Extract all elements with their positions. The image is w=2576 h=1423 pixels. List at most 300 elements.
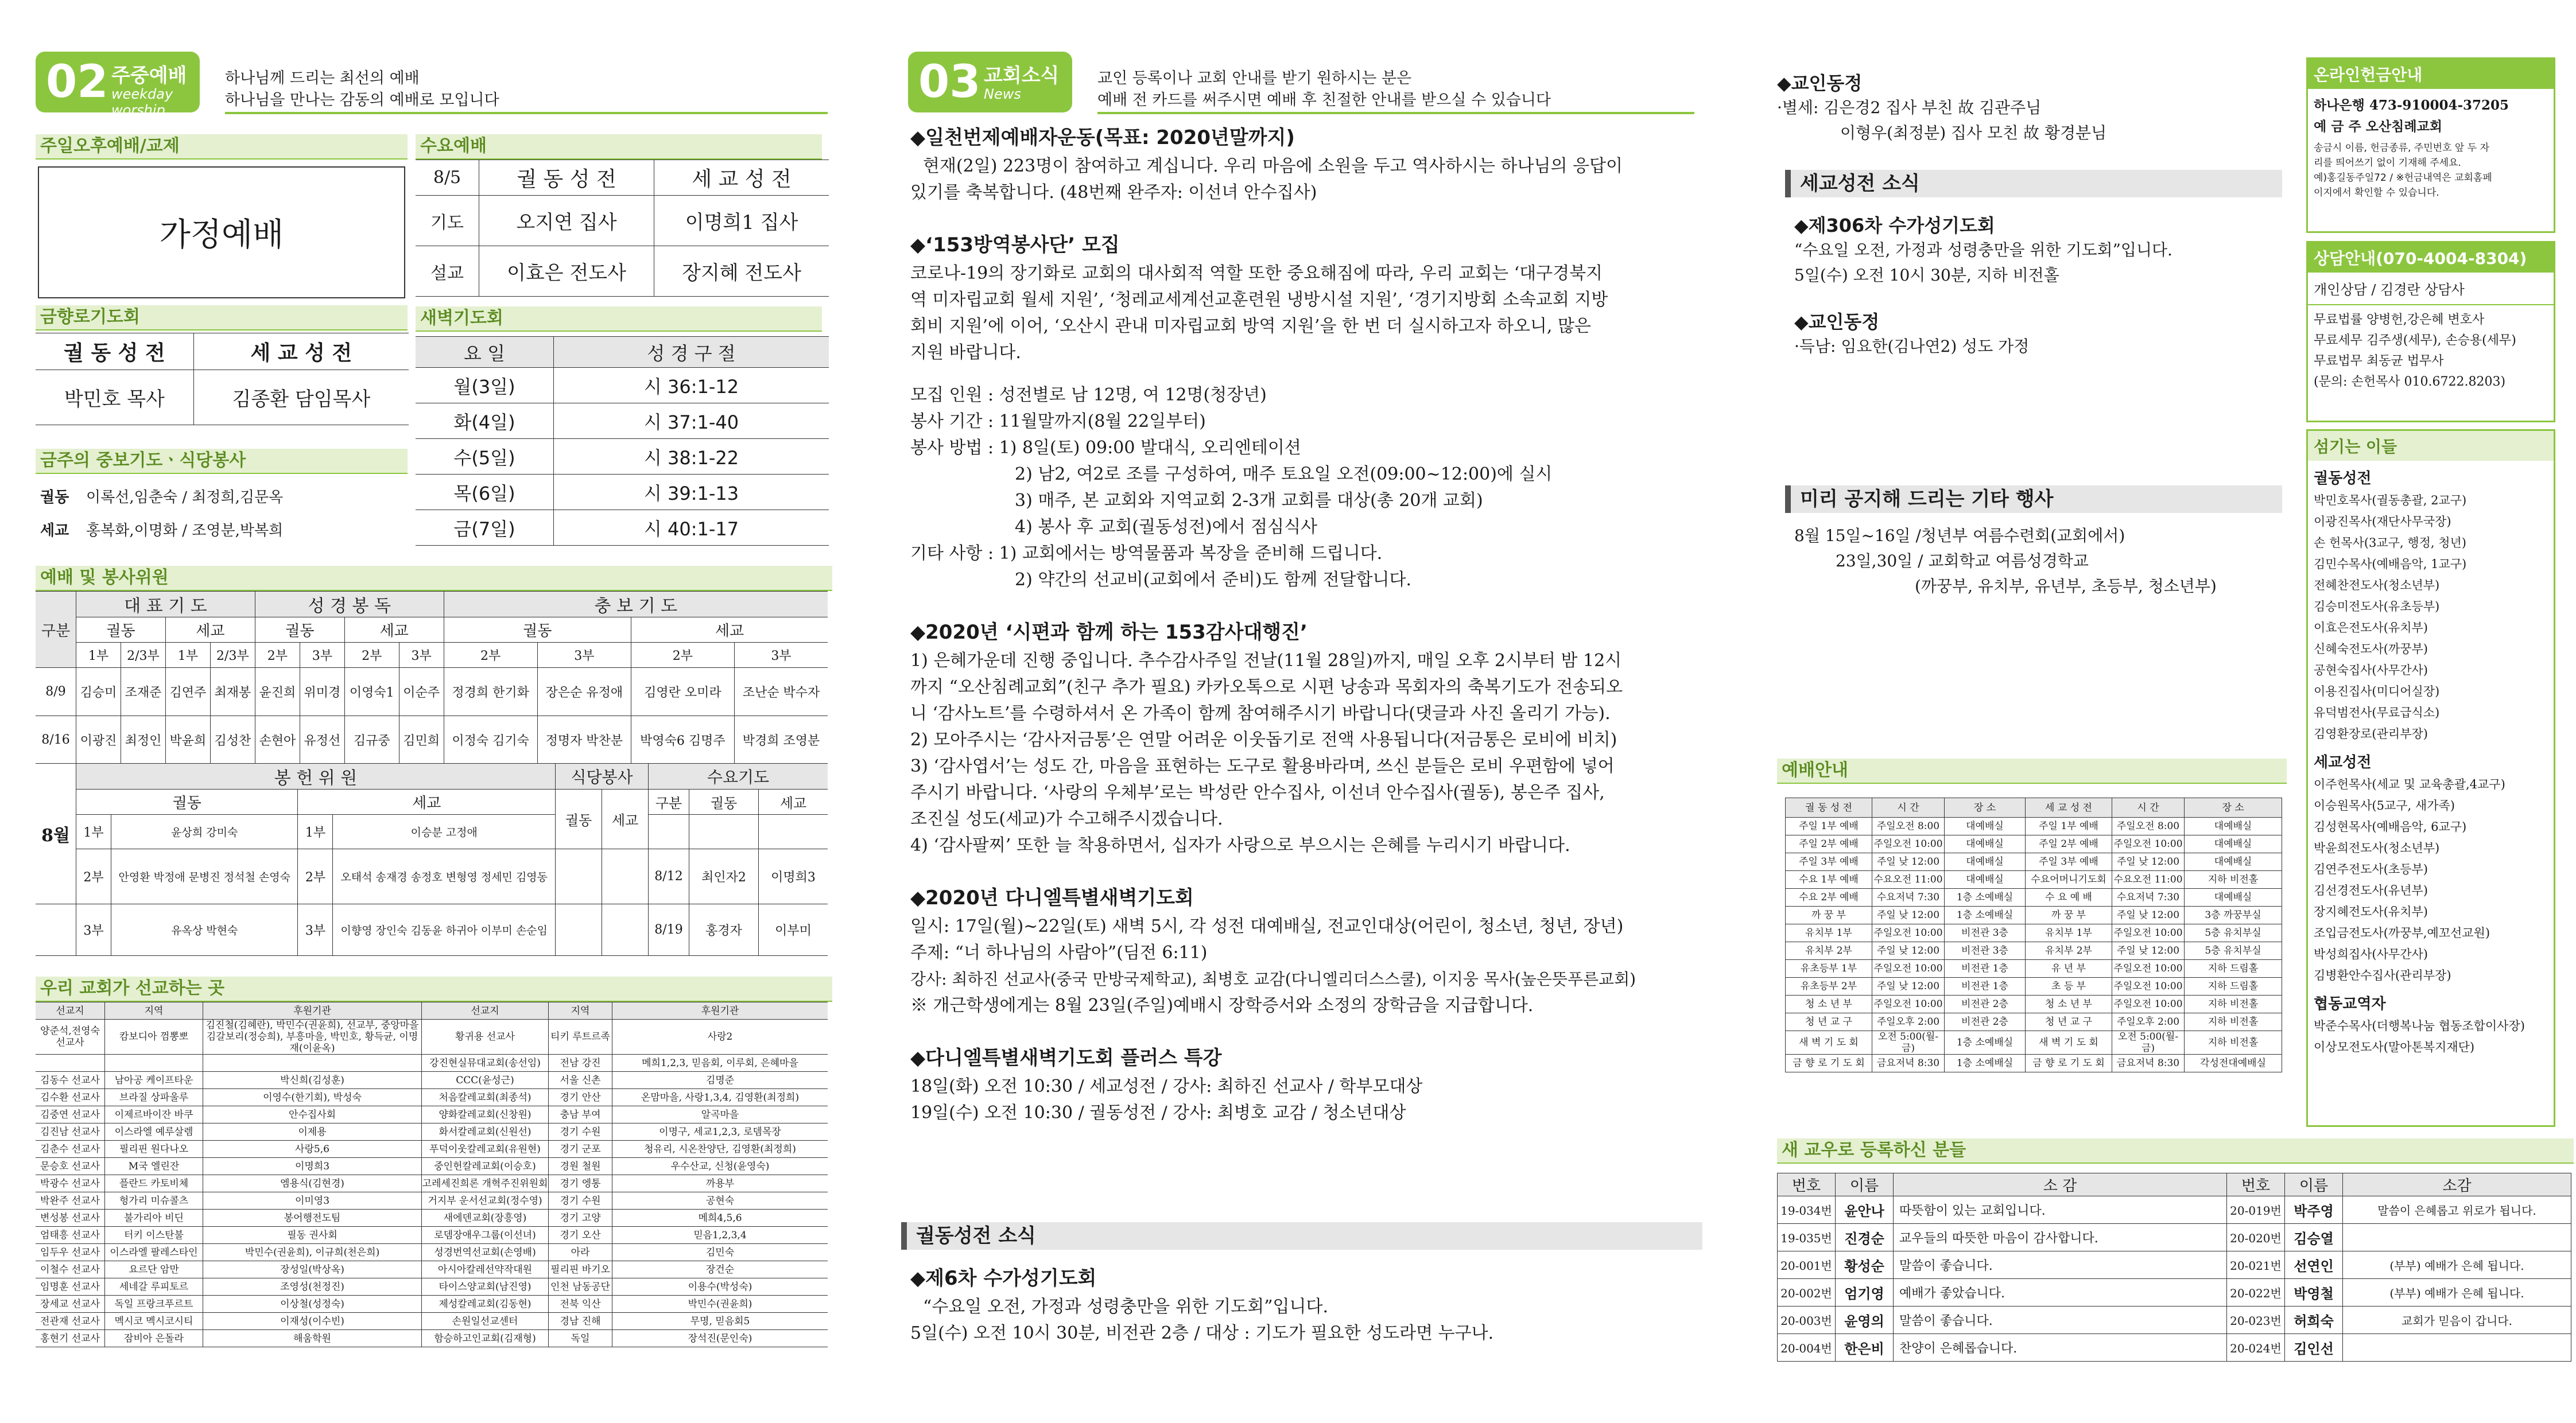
offering-part: 2부 <box>76 849 111 904</box>
table-cell: 박주영 <box>2285 1196 2343 1224</box>
table-cell: 수요어머니기도회 <box>2026 871 2112 889</box>
table-cell: 주일오전 10:00 <box>1872 996 1945 1013</box>
table-cell: 손원일선교센터 <box>422 1313 549 1330</box>
table-cell: 각성전대예배실 <box>2185 1055 2282 1072</box>
intro-line: 교인 등록이나 교회 안내를 받기 원하시는 분은 <box>1097 69 1412 87</box>
table-cell: 20-003번 <box>1778 1307 1836 1334</box>
worship-guide-body <box>1786 818 2282 1072</box>
table-cell: 아라 <box>549 1244 612 1261</box>
para-line: 역 미자립교회 월세 지원’, ‘청레교세계선교훈련원 냉방시설 지원’, ‘경기지방회 소속교회 지방 <box>910 290 1608 310</box>
table-cell: 이스라엘 예루살렘 <box>105 1123 203 1141</box>
sekyo-news <box>1794 211 2288 359</box>
dawn-col: 성 경 구 절 <box>554 337 829 368</box>
staff-item: 김승미전도사(유초등부) <box>2314 600 2440 613</box>
table-cell: 유 년 부 <box>2026 960 2112 978</box>
table-cell: 지하 비전홀 <box>2185 1031 2282 1055</box>
badge-title: 주중예배 <box>111 64 187 87</box>
table-row <box>1786 942 2282 960</box>
table-cell: 비전관 1층 <box>1945 978 2026 996</box>
section-heading: ◆다니엘특별새벽기도회 플러스 특강 <box>910 1047 1222 1070</box>
table-cell: CCC(윤성근) <box>422 1072 549 1089</box>
staff-group: 궐동성전 <box>2314 470 2372 487</box>
table-cell: 메희1,2,3, 믿음회, 이루회, 은혜마을 <box>612 1055 828 1072</box>
staff-item: 공현숙집사(사무간사) <box>2314 663 2428 677</box>
para-line: 1) 은혜가운데 진행 중입니다. 추수감사주일 전날(11월 28일)까지, 매일 오후 2시부터 밤 12시 <box>910 651 1622 671</box>
offering-y: 이부미 <box>759 904 828 956</box>
table-cell: 필동 권사회 <box>203 1227 422 1244</box>
wed-col: 궐 동 성 전 <box>479 160 654 196</box>
table-cell <box>105 1055 203 1072</box>
offering-blank <box>36 904 76 956</box>
table-cell: 박민수(권윤희), 이규희(천은희) <box>203 1244 422 1261</box>
staff-item: 장지혜전도사(유치부) <box>2314 905 2428 919</box>
table-cell: 경원 철원 <box>549 1158 612 1175</box>
service-sub: 세교 <box>344 617 444 643</box>
newcomers-body <box>1778 1196 2571 1362</box>
table-row <box>36 1055 828 1072</box>
table-cell: 사랑2 <box>612 1020 828 1055</box>
staff-group: 협동교역자 <box>2314 996 2386 1013</box>
table-cell: 김진철(김혜란), 박민수(권윤희), 선교부, 중앙마을 김갈보리(정승희), 부흥마을, 박민호, 황득균, 이명재(이윤옥) <box>203 1020 422 1055</box>
table-row <box>36 1072 828 1089</box>
intro-line: 예배 전 카드를 써주시면 예배 후 친절한 안내를 받으실 수 있습니다 <box>1097 91 1551 109</box>
table-cell: 유치부 1부 <box>1786 924 1872 942</box>
staff-item: 이상모전도사(말아톤복지재단) <box>2314 1040 2475 1054</box>
table-cell: 경기 군포 <box>549 1141 612 1158</box>
table-cell: 청 년 교 구 <box>1786 1013 1872 1031</box>
table-cell: 김명준 <box>612 1072 828 1089</box>
wed-label: 설교 <box>416 246 479 297</box>
service-part: 3부 <box>300 643 344 668</box>
service-gubun: 구분 <box>36 592 76 668</box>
para-line: 5일(수) 오전 10시 30분, 지하 비전홀 <box>1794 266 2059 285</box>
section-heading: ◆교인동정 <box>1794 311 1880 333</box>
table-cell: 메희4,5,6 <box>612 1210 828 1227</box>
table-cell: 선연인 <box>2285 1251 2343 1279</box>
newcomers-header: 이름 <box>1836 1173 1894 1196</box>
counsel-line: (문의: 손헌목사 010.6722.8203) <box>2314 375 2506 389</box>
table-row <box>1786 978 2282 996</box>
table-row <box>1786 907 2282 924</box>
table-cell: 티키 루트르족 <box>549 1020 612 1055</box>
table-cell: 이제르바이잔 바쿠 <box>105 1106 203 1123</box>
table-row <box>1778 1224 2571 1251</box>
table-cell: 박영철 <box>2285 1279 2343 1307</box>
table-cell: 까용부 <box>612 1175 828 1192</box>
fri-col: 세 교 성 전 <box>193 333 409 370</box>
table-cell: 주일오전 10:00 <box>2112 996 2185 1013</box>
table-row <box>1786 835 2282 853</box>
table-cell: 1층 소예배실 <box>1945 907 2026 924</box>
wed-cell: 오지연 집사 <box>479 196 654 246</box>
offering-y: 이명희3 <box>759 849 828 904</box>
missions-header: 후원기관 <box>612 1002 828 1020</box>
table-cell: 주일 낮 12:00 <box>1872 942 1945 960</box>
service-cell: 이광진 <box>76 716 121 764</box>
dawn-verse: 시 40:1-17 <box>554 510 829 546</box>
offering-cafe: 식당봉사 <box>556 764 649 790</box>
dawn-table <box>416 336 829 546</box>
table-cell: 20-022번 <box>2227 1279 2285 1307</box>
service-cell: 장은순 유정애 <box>537 668 631 716</box>
newcomers-header: 번호 <box>1778 1173 1836 1196</box>
table-cell: 수요저녁 7:30 <box>2112 889 2185 907</box>
service-cell: 조난순 박수자 <box>734 668 828 716</box>
staff-item: 박윤희전도사(청소년부) <box>2314 841 2440 855</box>
table-cell: 1층 소예배실 <box>1945 1055 2026 1072</box>
dawn-day: 금(7일) <box>416 510 554 546</box>
table-cell: 교우들의 따뜻한 마음이 감사합니다. <box>1894 1224 2227 1251</box>
section-heading: ◆‘153방역봉사단’ 모집 <box>910 234 1120 256</box>
intro-line: 하나님을 만나는 감동의 예배로 모입니다 <box>225 91 499 109</box>
offering-x <box>689 815 759 849</box>
table-cell: 찬양이 은혜롭습니다. <box>1894 1334 2227 1362</box>
table-cell: 필리핀 원다나오 <box>105 1141 203 1158</box>
service-cell: 위미경 <box>300 668 344 716</box>
service-group: 충 보 기 도 <box>444 592 828 617</box>
service-title: 예배 및 봉사위원 <box>36 566 832 591</box>
table-cell: 대예배실 <box>1945 818 2026 835</box>
wed-label: 기도 <box>416 196 479 246</box>
table-cell: 말씀이 은혜롭고 위로가 됩니다. <box>2343 1196 2571 1224</box>
table-cell: 20-023번 <box>2227 1307 2285 1334</box>
table-cell: 19-034번 <box>1778 1196 1836 1224</box>
offering-cafe-b: 세교 <box>602 790 649 849</box>
table-cell: 비전관 1층 <box>1945 960 2026 978</box>
counsel-line: 무료세무 김주생(세무), 손승용(세무) <box>2314 333 2516 348</box>
table-cell: 이철수 선교사 <box>36 1261 105 1278</box>
table-cell: 주일 3부 예배 <box>2026 853 2112 871</box>
offering-names: 안영환 박정애 문병진 정석철 손영숙 <box>111 849 298 904</box>
table-cell: 주일 낮 12:00 <box>2112 942 2185 960</box>
para-line: 3) ‘감사엽서’는 성도 간, 마음을 표현하는 도구로 활용바라며, 쓰신 분들은 로비 우편함에 넣어 <box>910 756 1615 776</box>
table-cell: 박신희(김성훈) <box>203 1072 422 1089</box>
table-cell: 청유리, 시온찬양단, 김영환(최정희) <box>612 1141 828 1158</box>
table-cell: 19-035번 <box>1778 1224 1836 1251</box>
dawn-title: 새벽기도회 <box>416 306 822 332</box>
worship-header: 세 교 성 전 <box>2026 798 2112 818</box>
table-row <box>1786 924 2282 942</box>
sunday-title: 주일오후예배/교제 <box>36 134 408 160</box>
table-row <box>1786 818 2282 835</box>
table-row <box>1778 1279 2571 1307</box>
table-cell: 플란드 카토비체 <box>105 1175 203 1192</box>
table-cell: 전북 익산 <box>549 1296 612 1313</box>
wed-cell: 이효은 전도사 <box>479 246 654 297</box>
table-cell: 1층 소예배실 <box>1945 1031 2026 1055</box>
table-cell: 대예배실 <box>2185 853 2282 871</box>
table-cell: 지하 비전홀 <box>2185 996 2282 1013</box>
wed-cell: 장지혜 전도사 <box>654 246 829 297</box>
badge-title: 교회소식 <box>984 64 1060 87</box>
offering-table <box>36 763 828 956</box>
table-cell: 금 향 로 기 도 회 <box>2026 1055 2112 1072</box>
table-row <box>1786 996 2282 1013</box>
table-row <box>1786 871 2282 889</box>
table-cell: 이재성(이수빈) <box>203 1313 422 1330</box>
table-cell: 전남 강진 <box>549 1055 612 1072</box>
para-line: 8월 15일~16일 /청년부 여름수련회(교회에서) <box>1794 526 2125 545</box>
table-cell: 윤안나 <box>1836 1196 1894 1224</box>
worship-header: 궐 동 성 전 <box>1786 798 1872 818</box>
table-row <box>1786 1055 2282 1072</box>
table-cell: 브라질 상파울루 <box>105 1089 203 1106</box>
para-line: 이형우(최정분) 집사 모친 故 황경분님 <box>1840 123 2107 142</box>
table-row <box>1786 1031 2282 1055</box>
table-cell: 봉어행전도팀 <box>203 1210 422 1227</box>
table-cell: 지하 드림홀 <box>2185 960 2282 978</box>
service-sub: 세교 <box>165 617 255 643</box>
table-cell: M국 엘린잔 <box>105 1158 203 1175</box>
table-cell: 주일오전 8:00 <box>1872 818 1945 835</box>
para-line: 까지 “오산침례교회”(친구 추가 필요) 카카오톡으로 시편 낭송과 목회자의 축복기도가 전송되오 <box>910 677 1623 697</box>
weekprayer-text: 이록선,임춘숙 / 최정희,김문옥 <box>86 489 284 506</box>
table-cell: 터키 이스탄불 <box>105 1227 203 1244</box>
table-row <box>1786 1013 2282 1031</box>
service-part: 2/3부 <box>121 643 165 668</box>
table-cell: 대예배실 <box>2185 818 2282 835</box>
table-row <box>36 1296 828 1313</box>
table-cell: 청 년 교 구 <box>2026 1013 2112 1031</box>
events <box>1794 523 2288 599</box>
table-cell: 20-021번 <box>2227 1251 2285 1279</box>
wed-date: 8/5 <box>416 160 479 196</box>
offering-part: 1부 <box>298 815 333 849</box>
table-row <box>36 1210 828 1227</box>
table-cell: 주일오전 10:00 <box>1872 835 1945 853</box>
para-line: 코로나-19의 장기화로 교회의 대사회적 역할 또한 중요해짐에 따라, 우리 교회는 ‘대구경북지 <box>910 263 1603 283</box>
counsel-title: 상담안내(070-4004-8304) <box>2308 243 2554 273</box>
offering-gubun: 구분 <box>649 790 689 815</box>
service-date: 8/16 <box>36 716 76 764</box>
table-cell: 남아공 케이프타운 <box>105 1072 203 1089</box>
para-line: 봉사 기간 : 11월말까지(8월 22일부터) <box>910 411 1206 431</box>
service-sub: 궐동 <box>444 617 631 643</box>
service-group: 성 경 봉 독 <box>255 592 444 617</box>
weekprayer-label: 궐동 <box>40 489 69 506</box>
table-row <box>36 1313 828 1330</box>
table-cell: 주일오전 10:00 <box>1872 960 1945 978</box>
table-row <box>36 1106 828 1123</box>
table-cell: 말씀이 좋습니다. <box>1894 1307 2227 1334</box>
badge-number: 03 <box>918 56 981 108</box>
table-cell: 주일오전 10:00 <box>2112 835 2185 853</box>
offering-date <box>649 815 689 849</box>
table-row <box>1778 1251 2571 1279</box>
para-line: 2) 약간의 선교비(교회에서 준비)도 함께 전달합니다. <box>1015 570 1412 590</box>
table-cell: 김중연 선교사 <box>36 1106 105 1123</box>
table-cell: 경기 안산 <box>549 1089 612 1106</box>
table-row <box>36 1278 828 1296</box>
table-cell: 지하 비전홀 <box>2185 1013 2282 1031</box>
dawn-day: 화(4일) <box>416 403 554 439</box>
wednesday-title: 수요예배 <box>416 134 822 160</box>
table-cell: 20-019번 <box>2227 1196 2285 1224</box>
para-line: 모집 인원 : 성전별로 남 12명, 여 12명(청장년) <box>910 385 1267 405</box>
staff-item: 박준수목사(더행복나눔 협동조합이사장) <box>2314 1019 2525 1033</box>
table-cell: 공현숙 <box>612 1192 828 1210</box>
table-cell: 변성봉 선교사 <box>36 1210 105 1227</box>
intro-text <box>225 68 499 111</box>
table-cell: 주일오후 2:00 <box>1872 1013 1945 1031</box>
table-cell: 경기 오산 <box>549 1227 612 1244</box>
online-note: 이지에서 확인할 수 있습니다. <box>2314 187 2439 199</box>
table-cell: 20-001번 <box>1778 1251 1836 1279</box>
newcomers-table <box>1777 1173 2571 1362</box>
service-part: 2부 <box>344 643 399 668</box>
para-line: 일시: 17일(월)~22일(토) 새벽 5시, 각 성전 대예배실, 전교인대상(어린이, 청소년, 청년, 장년) <box>910 916 1624 936</box>
table-cell: 5층 유치부실 <box>2185 924 2282 942</box>
service-cell: 정명자 박찬분 <box>537 716 631 764</box>
table-cell: 안수집사회 <box>203 1106 422 1123</box>
online-note: 리를 띄어쓰기 없이 기재해 주세요. <box>2314 157 2461 169</box>
para-line: “수요일 오전, 가정과 성령충만을 위한 기도회”입니다. <box>923 1297 1329 1317</box>
table-row <box>36 1330 828 1347</box>
table-cell: 비전관 3층 <box>1945 942 2026 960</box>
missions-title: 우리 교회가 선교하는 곳 <box>36 977 832 1002</box>
staff-item: 김성현목사(예배음악, 6교구) <box>2314 820 2467 834</box>
table-row <box>36 1192 828 1210</box>
table-cell: 까 꿍 부 <box>2026 907 2112 924</box>
table-cell: 경남 진해 <box>549 1313 612 1330</box>
para-line: 23일,30일 / 교회학교 여름성경학교 <box>1836 551 2089 570</box>
newcomers-header: 번호 <box>2227 1173 2285 1196</box>
table-cell: 김진남 선교사 <box>36 1123 105 1141</box>
table-cell: 중인헌칼레교회(이승호) <box>422 1158 549 1175</box>
table-cell: 경기 수원 <box>549 1192 612 1210</box>
offering-names: 이향영 장인숙 김동윤 하귀아 이부미 손순임 <box>333 904 556 956</box>
table-cell: 서울 신촌 <box>549 1072 612 1089</box>
table-cell: 금 향 로 기 도 회 <box>1786 1055 1872 1072</box>
table-cell: 세네갈 루피토르 <box>105 1278 203 1296</box>
service-cell: 이영숙1 <box>344 668 399 716</box>
table-cell: 주일 3부 예배 <box>1786 853 1872 871</box>
bank-account: 하나은행 473-910004-37205 <box>2314 98 2509 113</box>
dawn-verse: 시 38:1-22 <box>554 439 829 475</box>
offering-col: 세교 <box>298 790 556 815</box>
offering-names: 오태석 송재경 송정호 변형영 정세민 김영동 <box>333 849 556 904</box>
table-cell: 캄보디아 껌뽕뽀 <box>105 1020 203 1055</box>
staff-item: 김민수목사(예배음악, 1교구) <box>2314 557 2467 571</box>
offering-names: 유옥상 박현숙 <box>111 904 298 956</box>
counsel-box <box>2306 241 2555 422</box>
staff-item: 조입금전도사(까꿍부,예꼬선교원) <box>2314 926 2490 940</box>
table-cell: 비전관 2층 <box>1945 996 2026 1013</box>
table-cell: 1층 소예배실 <box>1945 889 2026 907</box>
table-cell: 까 꿍 부 <box>1786 907 1872 924</box>
table-cell: 주일 1부 예배 <box>2026 818 2112 835</box>
table-cell: 해움학원 <box>203 1330 422 1347</box>
table-row <box>1786 889 2282 907</box>
service-part: 3부 <box>399 643 444 668</box>
table-cell: 이상철(성정숙) <box>203 1296 422 1313</box>
offering-date: 8/12 <box>649 849 689 904</box>
table-cell: 요르단 암만 <box>105 1261 203 1278</box>
offering-x: 홍경자 <box>689 904 759 956</box>
offering-cafe-cell <box>602 904 649 956</box>
offering-x: 최인자2 <box>689 849 759 904</box>
table-cell: 불가리아 비딘 <box>105 1210 203 1227</box>
table-cell: 청 소 년 부 <box>1786 996 1872 1013</box>
para-line: 18일(화) 오전 10:30 / 세교성전 / 강사: 최하진 선교사 / 학부모대상 <box>910 1076 1423 1097</box>
table-cell: 충남 부여 <box>549 1106 612 1123</box>
online-note: 송금시 이름, 헌금종류, 주민번호 앞 두 자 <box>2314 142 2489 154</box>
table-row <box>1778 1334 2571 1362</box>
offering-date: 8/19 <box>649 904 689 956</box>
table-cell: 수요오전 11:00 <box>2112 871 2185 889</box>
table-cell: 한은비 <box>1836 1334 1894 1362</box>
table-cell: 금요저녁 8:30 <box>1872 1055 1945 1072</box>
newcomers-header: 소 감 <box>1894 1173 2227 1196</box>
newcomers-header: 이름 <box>2285 1173 2343 1196</box>
account-holder: 예 금 주 오산침례교회 <box>2314 119 2442 134</box>
badge-subtitle: weekday worship <box>111 86 173 118</box>
table-cell: 초 등 부 <box>2026 978 2112 996</box>
table-cell: 이명희3 <box>203 1158 422 1175</box>
table-cell: 임두우 선교사 <box>36 1244 105 1261</box>
staff-item: 전혜찬전도사(청소년부) <box>2314 578 2440 592</box>
service-cell: 김규중 <box>344 716 399 764</box>
table-cell: 유초등부 1부 <box>1786 960 1872 978</box>
counsel-line: 무료법무 최동균 법무사 <box>2314 354 2444 368</box>
intro-line: 하나님께 드리는 최선의 예배 <box>225 69 420 87</box>
table-cell: 20-004번 <box>1778 1334 1836 1362</box>
table-row <box>1786 853 2282 871</box>
gwol-news-title: 궐동성전 소식 <box>901 1222 1702 1250</box>
table-cell: 강진현실뮤대교회(송선임) <box>422 1055 549 1072</box>
news-column <box>910 122 1708 1126</box>
staff-item: 이효은전도사(유치부) <box>2314 621 2428 635</box>
table-cell: 독일 프랑크푸르트 <box>105 1296 203 1313</box>
table-cell: 전관재 선교사 <box>36 1313 105 1330</box>
service-cell: 박경희 조영분 <box>734 716 828 764</box>
table-cell: 이명구, 세교1,2,3, 로뎀목장 <box>612 1123 828 1141</box>
worship-header: 시 간 <box>2112 798 2185 818</box>
table-cell: 교회가 믿음이 갑니다. <box>2343 1307 2571 1334</box>
newcomers-header: 소감 <box>2343 1173 2571 1196</box>
wed-cell: 이명희1 집사 <box>654 196 829 246</box>
table-cell: 박완주 선교사 <box>36 1192 105 1210</box>
table-cell <box>203 1055 422 1072</box>
table-cell: 헝가리 미슈콜츠 <box>105 1192 203 1210</box>
table-row <box>36 1089 828 1106</box>
sekyo-news-title: 세교성전 소식 <box>1785 170 2282 197</box>
table-cell: 이영수(한기회), 박성숙 <box>203 1089 422 1106</box>
table-cell: 양화칼레교회(신창원) <box>422 1106 549 1123</box>
offering-names: 윤상희 강미숙 <box>111 815 298 849</box>
sunday-box <box>38 166 405 298</box>
table-cell: 주일 2부 예배 <box>2026 835 2112 853</box>
table-cell: 말씀이 좋습니다. <box>1894 1251 2227 1279</box>
service-sub: 세교 <box>631 617 828 643</box>
para-line: 기타 사항 : 1) 교회에서는 방역물품과 복장을 준비해 드립니다. <box>910 543 1383 563</box>
missions-header: 선교지 <box>422 1002 549 1020</box>
service-cell: 이정숙 김기숙 <box>444 716 537 764</box>
table-cell: 주일오전 8:00 <box>2112 818 2185 835</box>
offering-cafe-cell <box>556 904 602 956</box>
offering-part: 1부 <box>76 815 111 849</box>
service-cell: 김승미 <box>76 668 121 716</box>
table-cell: 20-020번 <box>2227 1224 2285 1251</box>
table-cell: 경기 고양 <box>549 1210 612 1227</box>
table-cell: 따뜻함이 있는 교회입니다. <box>1894 1196 2227 1224</box>
service-cell: 최재봉 <box>210 668 255 716</box>
table-cell: 함승하고인교회(김재형) <box>422 1330 549 1347</box>
table-cell: 타이스양교회(남진영) <box>422 1278 549 1296</box>
offering-wcol: 세교 <box>759 790 828 815</box>
table-cell: 주일 낮 12:00 <box>1872 907 1945 924</box>
online-offering-title: 온라인헌금안내 <box>2308 59 2554 89</box>
